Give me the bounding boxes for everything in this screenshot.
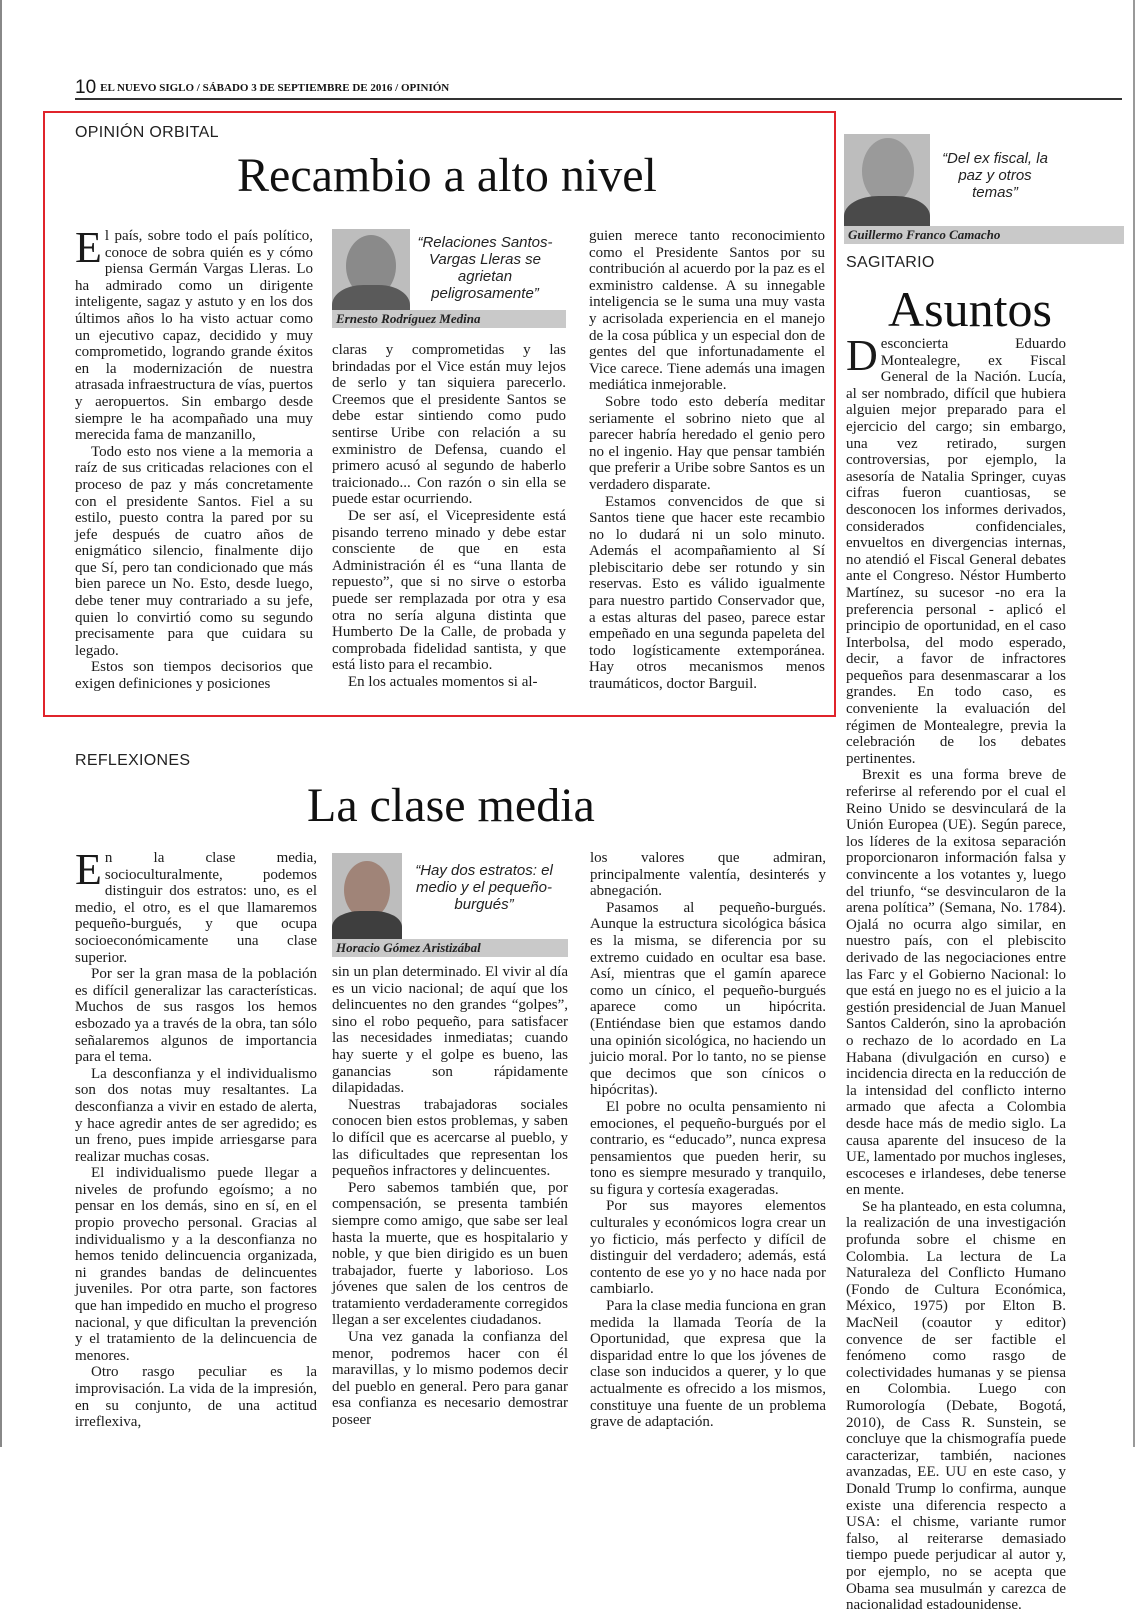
paragraph: sin un plan determinado. El vivir al día es un vicio nacional; de aquí que los delincuentes no den grandes “golpes”, sino el robo pequeño, para satisfacer las necesidades inmediatas; cuando hay suerte y el golpe es bueno, las ganancias son rápidamente dilapidadas. <box>332 964 568 1097</box>
article2-byline: Horacio Gómez Aristizábal <box>332 939 568 957</box>
article2-column-2 <box>332 964 568 1429</box>
paragraph: El individualismo puede llegar a niveles de profundo egoísmo; a no pensar en los demás, sino en sí, en el propio provecho personal. Gracias al individualismo y a la desconfianza no hemos tenido delincuencia organizada, ni grandes bandas de delincuentes juveniles. Por otra parte, son factores que han impedido en mucho el progreso nacional, y que dificultan la prevención y el tratamiento de la delincuencia de menores. <box>75 1165 317 1364</box>
paragraph: Pasamos al pequeño-burgués. Aunque la estructura sicológica básica es la misma, se diferencia por su extremo cuidado en ocultar esa base. Así, mientras que el gamín aparece como un cínico, el pequeño-burgués aparece como un hipócrita. (Entiéndase bien que estamos dando una opinión sicológica, no haciendo un juicio moral. Por lo tanto, no se piense que decimos que son cínicos o hipócritas). <box>590 899 826 1099</box>
article3-title: Asuntos <box>888 281 1052 337</box>
paragraph: Otro rasgo peculiar es la improvisación. La vida de la impresión, en su conjunto, de una actitud irreflexiva, <box>75 1364 317 1431</box>
paragraph: En los actuales momentos si al- <box>348 673 538 690</box>
paragraph: esconcierta Eduardo Montealegre, ex Fiscal General de la Nación. Lucía, al ser nombrado, difícil que hubiera alguien mejor preparado para el ejercicio del cargo; sin embargo, una vez retirado, surgen controversias, por ejemplo, la asesoría de Natalia Springer, cuyas cifras fueron cuantiosas, se desconocen los informes derivados, considerados confidenciales, envueltos en divergencias internas, no atendió el Fiscal General debates ante el Congreso. Néstor Humberto Martínez, su sucesor -no era la preferencia personal - aplicó el principio de oportunidad, en el caso Interbolsa, del modo esperado, decir, a favor de infractores pequeños para desenmascarar a los grandes. En todo caso, es conveniente la evaluación del régimen de Montealegre, previa la celebración de los debates pertinentes. <box>846 336 1066 767</box>
article2-section: REFLEXIONES <box>75 752 191 769</box>
paragraph: Sobre todo esto debería meditar seriamente el sobrino nieto que al parecer habría heredado el genio pero no el ingenio. Hay que pensar también que preferir a Uribe sobre Santos es un verdadero disparate. <box>589 393 825 493</box>
paragraph: De ser así, el Vicepresidente está pisando terreno minado y debe estar consciente de que en esta Administración él es “una llanta de repuesto”, que si no sirve o estorba puede ser remplazada por otra y esa otra no sería alguna distinta que Humberto De la Calle, de probada y comprobada fidelidad santista, y que está listo para el recambio. <box>332 507 566 674</box>
article3-section: SAGITARIO <box>846 254 935 271</box>
paragraph: Nuestras trabajadoras sociales conocen bien estos problemas, y saben lo difícil que es acercarse al pueblo, y las dificultades que representan los pequeños infractores y delincuentes. <box>332 1096 568 1180</box>
paragraph: Por ser la gran masa de la población es difícil generalizar las características. Muchos de sus rasgos los hemos esbozado ya a través de la obra, tan sólo señalaremos algunos de importancia para el tema. <box>75 966 317 1066</box>
article3-author-photo <box>844 134 930 226</box>
header-line: EL NUEVO SIGLO / SÁBADO 3 DE SEPTIEMBRE DE 2016 / OPINIÓN <box>100 82 450 94</box>
paragraph: Todo esto nos viene a la memoria a raíz de sus criticadas relaciones con el proceso de paz y más concretamente con el presidente Santos. Fiel a su estilo, puesto contra la pared por su jefe después de cuatro años de enigmático silencio, finalmente dijo que Sí, pero tan condicionado que más bien parece un No. Esto, desde luego, debe tener muy contrariado a su jefe, quien lo convirtió como su segundo precisamente para que cuidara su legado. <box>75 443 313 659</box>
header-rule <box>75 98 1122 100</box>
article1-column-1 <box>75 223 313 693</box>
paragraph: Brexit es una forma breve de referirse al referendo por el cual el Reino Unido se desvinculará de la Unión Europea (UE). Según parece, los líderes de la exitosa separación proporcionaron información falsa y convincente a los votantes y, luego del triunfo, “se desvincularon de la arena política” (Semana, No. 1784). Ojalá no ocurra algo similar, en nuestro país, con el plebiscito derivado de las negociaciones entre las Farc y el Gobierno Nacional: lo que está en juego no es el juicio a la gestión presidencial de Juan Manuel Santos Calderón, sino la aprobación o rechazo de lo acordado en La Habana (divulgación en curso) e incidencia directa en la reducción de la intensidad del conflicto interno armado que afecta a Colombia desde hace más de medio siglo. La causa aparente del insuceso de la UE, lamentado por muchos ingleses, escoceses e irlandeses, debe tenerse en mente. <box>846 767 1066 1199</box>
paragraph: Estos son tiempos decisorios que exigen definiciones y posiciones <box>75 659 313 693</box>
paragraph: Se ha planteado, en esta columna, la realización de una investigación profunda sobre el chisme en Colombia. La lectura de La Naturaleza del Conflicto Humano (Fondo de Cultura Económica, México, 1975) por Elton B. MacNeil (coautor y editor) convence de ser factible el fenómeno como rasgo de colectividades humanas y se piensa en Colombia. Luego con Rumorología (Debate, Bogotá, 2010), de Cass R. Sunstein, se concluye que la chismografía puede caracterizar, también, naciones avanzadas, EE. UU en este caso, y Donald Trump lo confirma, aunque existe una diferencia respecto a USA: el chisme, variante rumor falso, al reiterarse demasiado tiempo puede perjudicar al autor y, por ejemplo, no se acepta que Obama sea musulmán y carezca de nacionalidad estadounidense. <box>846 1198 1066 1614</box>
article2-column-1 <box>75 845 317 1431</box>
scan-edge-left <box>0 0 2 1447</box>
article3-column <box>846 331 1066 1614</box>
scan-edge-right <box>1133 0 1135 1447</box>
paragraph: claras y comprometidas y las brindadas por el Vice están muy lejos de serlo y tan siquiera parecerlo. Creemos que el presidente Santos se debe estar sintiendo como pudo sentirse Uribe con relación a su exministro de Defensa, cuando el primero acusó al segundo de haberlo traicionado... Con razón o sin ella se puede estar ocurriendo. <box>332 342 566 508</box>
article3-dropcap: D <box>846 331 878 380</box>
paragraph: guien merece tanto reconocimiento como el Presidente Santos por su contribución al acuerdo por la paz es el exministro caldense. A su innegable inteligencia se le suma una muy vasta y acrisolada experiencia en el manejo de la cosa pública y un especial don de gentes del que infortunadamente el Vice carece. Tiene además una imagen mediática inmejorable. <box>589 228 825 394</box>
paragraph: los valores que admiran, principalmente valentía, desinterés y abnegación. <box>590 850 826 900</box>
paragraph: El pobre no oculta pensamiento ni emociones, el pequeño-burgués por el contrario, es “educado”, nunca expresa pensamientos que pueden herir, su tono es siempre mesurado y tranquilo, su figura y cortesía exageradas. <box>590 1098 826 1198</box>
page-header <box>75 77 1120 99</box>
article2-pull-quote: “Hay dos estratos: el medio y el pequeño-burgués” <box>415 862 553 913</box>
article1-pull-quote: “Relaciones Santos-Vargas Lleras se agrietan peligrosamente” <box>417 234 553 302</box>
article2-dropcap: E <box>75 845 102 894</box>
article1-title: Recambio a alto nivel <box>237 149 657 202</box>
page-number: 10 <box>75 77 97 98</box>
article1-byline: Ernesto Rodríguez Medina <box>332 310 566 328</box>
article1-dropcap: E <box>75 223 102 272</box>
article3-byline: Guillermo Franco Camacho <box>844 226 1124 244</box>
paragraph: Una vez ganada la confianza del menor, podremos hacer con él maravillas, y lo mismo podemos decir del pueblo en general. Pero para ganar esa confianza es necesario demostrar poseer <box>332 1329 568 1429</box>
article2-title: La clase media <box>307 779 595 832</box>
article1-section: OPINIÓN ORBITAL <box>75 124 219 141</box>
paragraph: Pero sabemos también que, por compensación, se presenta también siempre como amigo, que sabe ser leal hasta la muerte, que es hospitalario y noble, y que bien dirigido es un buen trabajador, fuerte y laborioso. Los jóvenes que salen de los centros de tratamiento verdaderamente corregidos llegan a ser excelentes ciudadanos. <box>332 1179 568 1329</box>
article1-column-2 <box>332 342 566 690</box>
article2-author-photo <box>332 853 402 939</box>
paragraph: l país, sobre todo el país político, conoce de sobra quién es y cómo piensa Germán Vargas Lleras. Lo ha admirado como un dirigente inteligente, sagaz y astuto y en los dos últimos años lo ha visto actuar como un ejecutivo capaz, decidido y muy comprometido, logrando grande éxitos en la modernización de nuestra atrasada infraestructura de vías, puertos y aeropuertos. Sin embargo desde siempre le ha acompañado una muy merecida fama de manzanillo, <box>75 228 313 444</box>
article1-column-3 <box>589 228 825 693</box>
paragraph: Estamos convencidos de que si Santos tiene que hacer este recambio no lo dudará ni un solo minuto. Además el acompañamiento al Sí plebiscitario debe ser rotundo y sin reservas. Esto es válido igualmente para nuestro partido Conservador que, a estas alturas del paseo, parece estar empeñado en una segunda papeleta del todo logísticamente extemporánea. Hay otros mecanismos menos traumáticos, doctor Barguil. <box>589 493 825 693</box>
paragraph: n la clase media, socioculturalmente, podemos distinguir dos estratos: uno, es el medio, el otro, es el que llamaremos pequeño-burgués, y que ocupa socioeconómicamente una clase superior. <box>75 850 317 966</box>
paragraph: La desconfianza y el individualismo son dos notas muy resaltantes. La desconfianza a vivir en estado de alerta, y hace agredir antes de ser agredido; es un freno, pues impide arriesgarse para realizar muchas cosas. <box>75 1065 317 1165</box>
article1-author-photo <box>332 229 410 311</box>
article3-pull-quote: “Del ex fiscal, la paz y otros temas” <box>942 150 1048 201</box>
paragraph: Para la clase media funciona en gran medida la llamada Teoría de la Oportunidad, que expresa que la disparidad entre lo que los jóvenes de clase son inducidos a querer, y lo que actualmente es ofrecido a los mismos, constituye una fuente de un problema grave de adaptación. <box>590 1298 826 1431</box>
paragraph: Por sus mayores elementos culturales y económicos logra crear un yo ficticio, más perfecto y difícil de distinguir del verdadero; además, está contento de ese yo y no hace nada por cambiarlo. <box>590 1198 826 1298</box>
article2-column-3 <box>590 850 826 1431</box>
